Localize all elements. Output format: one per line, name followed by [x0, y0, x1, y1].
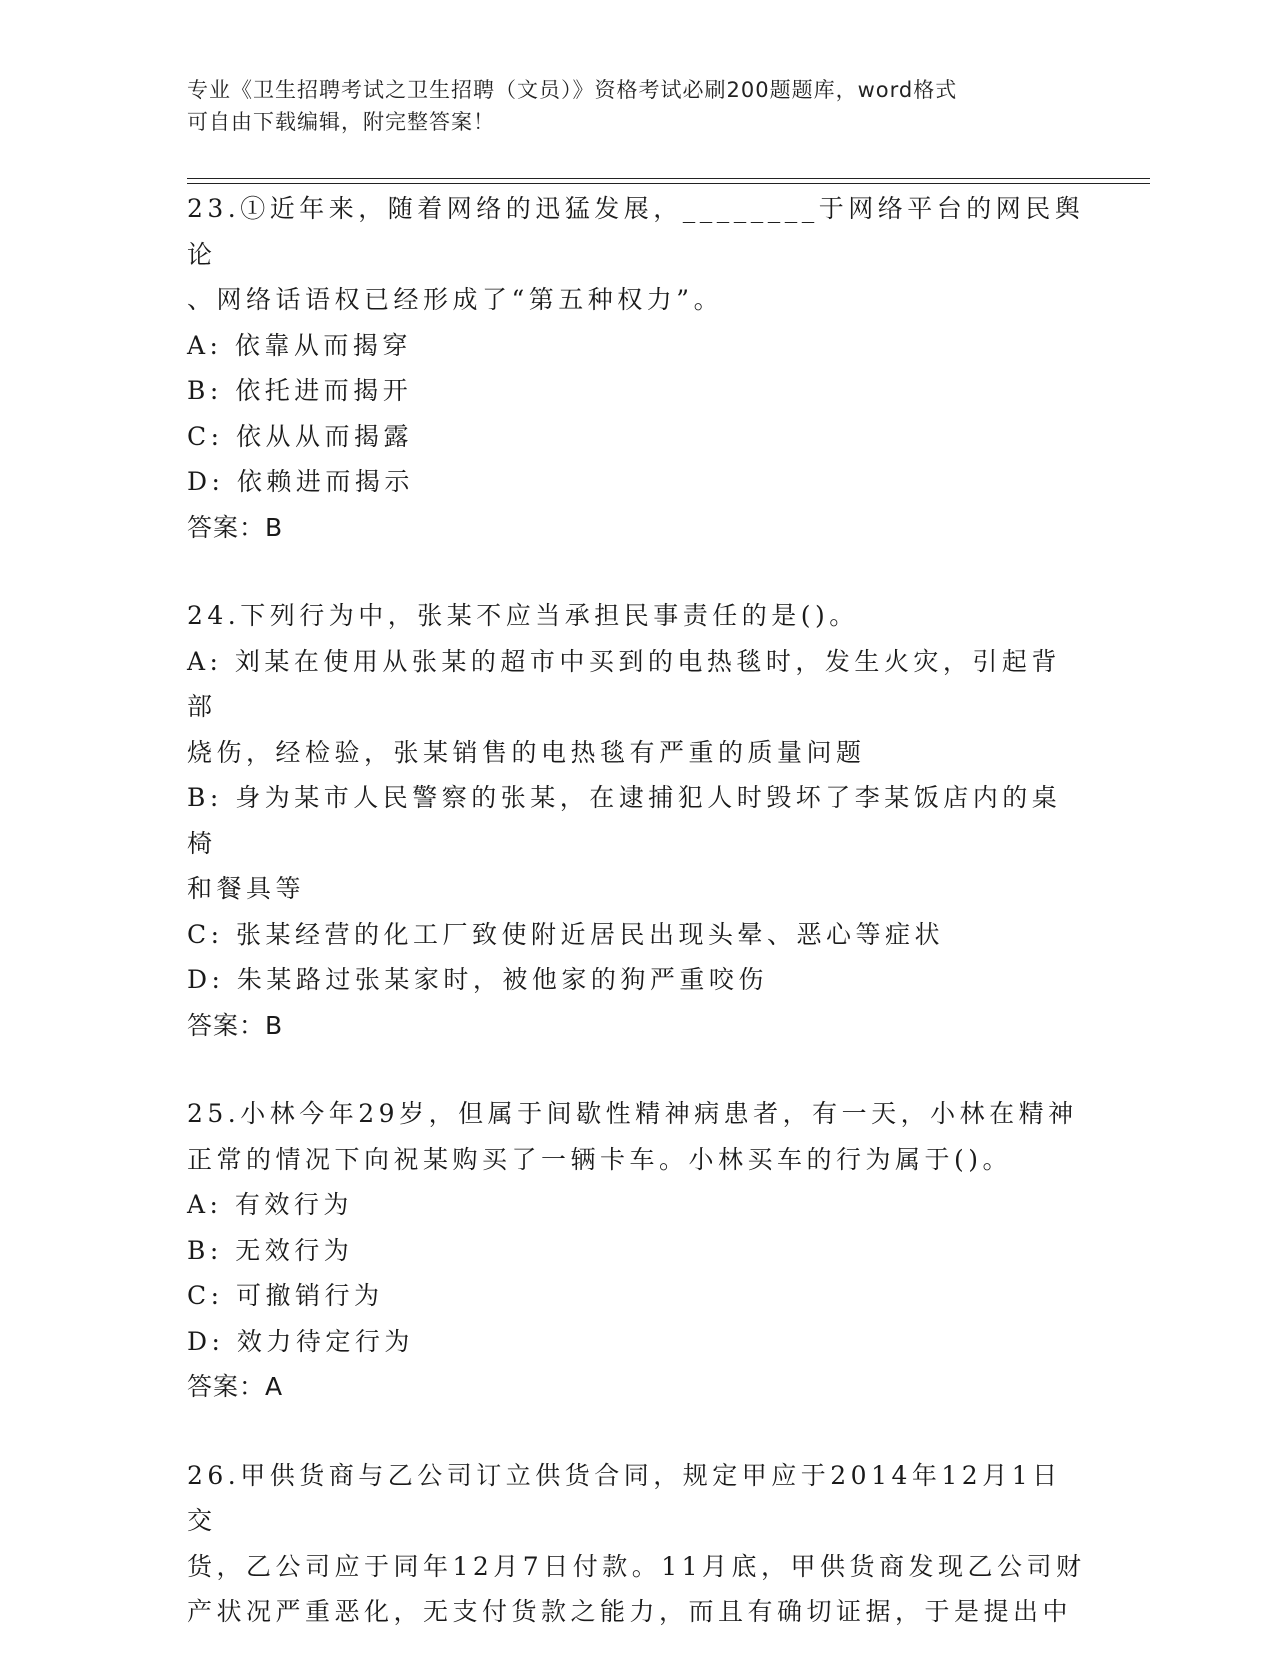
answer-line: 答案：A [187, 1372, 284, 1401]
question-list [187, 186, 1087, 1678]
question-stem-line: 正常的情况下向祝某购买了一辆卡车。小林买车的行为属于()。 [187, 1144, 1013, 1174]
question-stem-line: 、网络话语权已经形成了“第五种权力”。 [187, 285, 724, 314]
header-line-2: 可自由下载编辑，附完整答案！ [187, 110, 495, 134]
answer-line: 答案：B [187, 1010, 284, 1040]
option-b-continued: 和餐具等 [187, 874, 306, 903]
question-stem-line: 25.小林今年29岁，但属于间歇性精神病患者，有一天，小林在精神 [187, 1099, 1078, 1128]
question-stem-line: 产状况严重恶化，无支付货款之能力，而且有确切证据，于是提出中 [187, 1597, 1073, 1626]
option-d: D: 效力待定行为 [187, 1326, 414, 1356]
option-b: B: 依托进而揭开 [187, 376, 413, 405]
option-b: B: 无效行为 [187, 1235, 354, 1265]
question-stem-line: 26.甲供货商与乙公司订立供货合同，规定甲应于2014年12月1日交 [187, 1460, 1062, 1535]
question-stem-line: 24.下列行为中，张某不应当承担民事责任的是()。 [187, 601, 859, 630]
question-26 [187, 1453, 1087, 1635]
option-b: B: 身为某市人民警察的张某，在逮捕犯人时毁坏了李某饭店内的桌椅 [187, 783, 1062, 858]
header-rule-top [187, 178, 1150, 179]
option-c: C: 可撤销行为 [187, 1281, 384, 1310]
question-stem-line: 23.①近年来，随着网络的迅猛发展，________于网络平台的网民舆论 [187, 194, 1085, 269]
document-header [187, 74, 1067, 138]
option-a: A: 刘某在使用从张某的超市中买到的电热毯时，发生火灾，引起背部 [187, 646, 1061, 721]
question-24 [187, 593, 1087, 1048]
option-a-continued: 烧伤，经检验，张某销售的电热毯有严重的质量问题 [187, 737, 866, 767]
option-c: C: 张某经营的化工厂致使附近居民出现头晕、恶心等症状 [187, 919, 945, 949]
question-23 [187, 186, 1087, 550]
option-a: A: 有效行为 [187, 1190, 353, 1219]
option-d: D: 朱某路过张某家时，被他家的狗严重咬伤 [187, 965, 768, 994]
header-rule-bottom [187, 183, 1150, 184]
option-c: C: 依从从而揭露 [187, 421, 413, 451]
answer-line: 答案：B [187, 512, 284, 542]
option-a: A: 依靠从而揭穿 [187, 330, 412, 360]
question-stem-line: 货，乙公司应于同年12月7日付款。11月底，甲供货商发现乙公司财 [187, 1551, 1086, 1581]
header-line-1: 专业《卫生招聘考试之卫生招聘（文员）》资格考试必刷200题题库，word格式 [187, 78, 958, 102]
option-d: D: 依赖进而揭示 [187, 467, 414, 496]
question-25 [187, 1091, 1087, 1410]
